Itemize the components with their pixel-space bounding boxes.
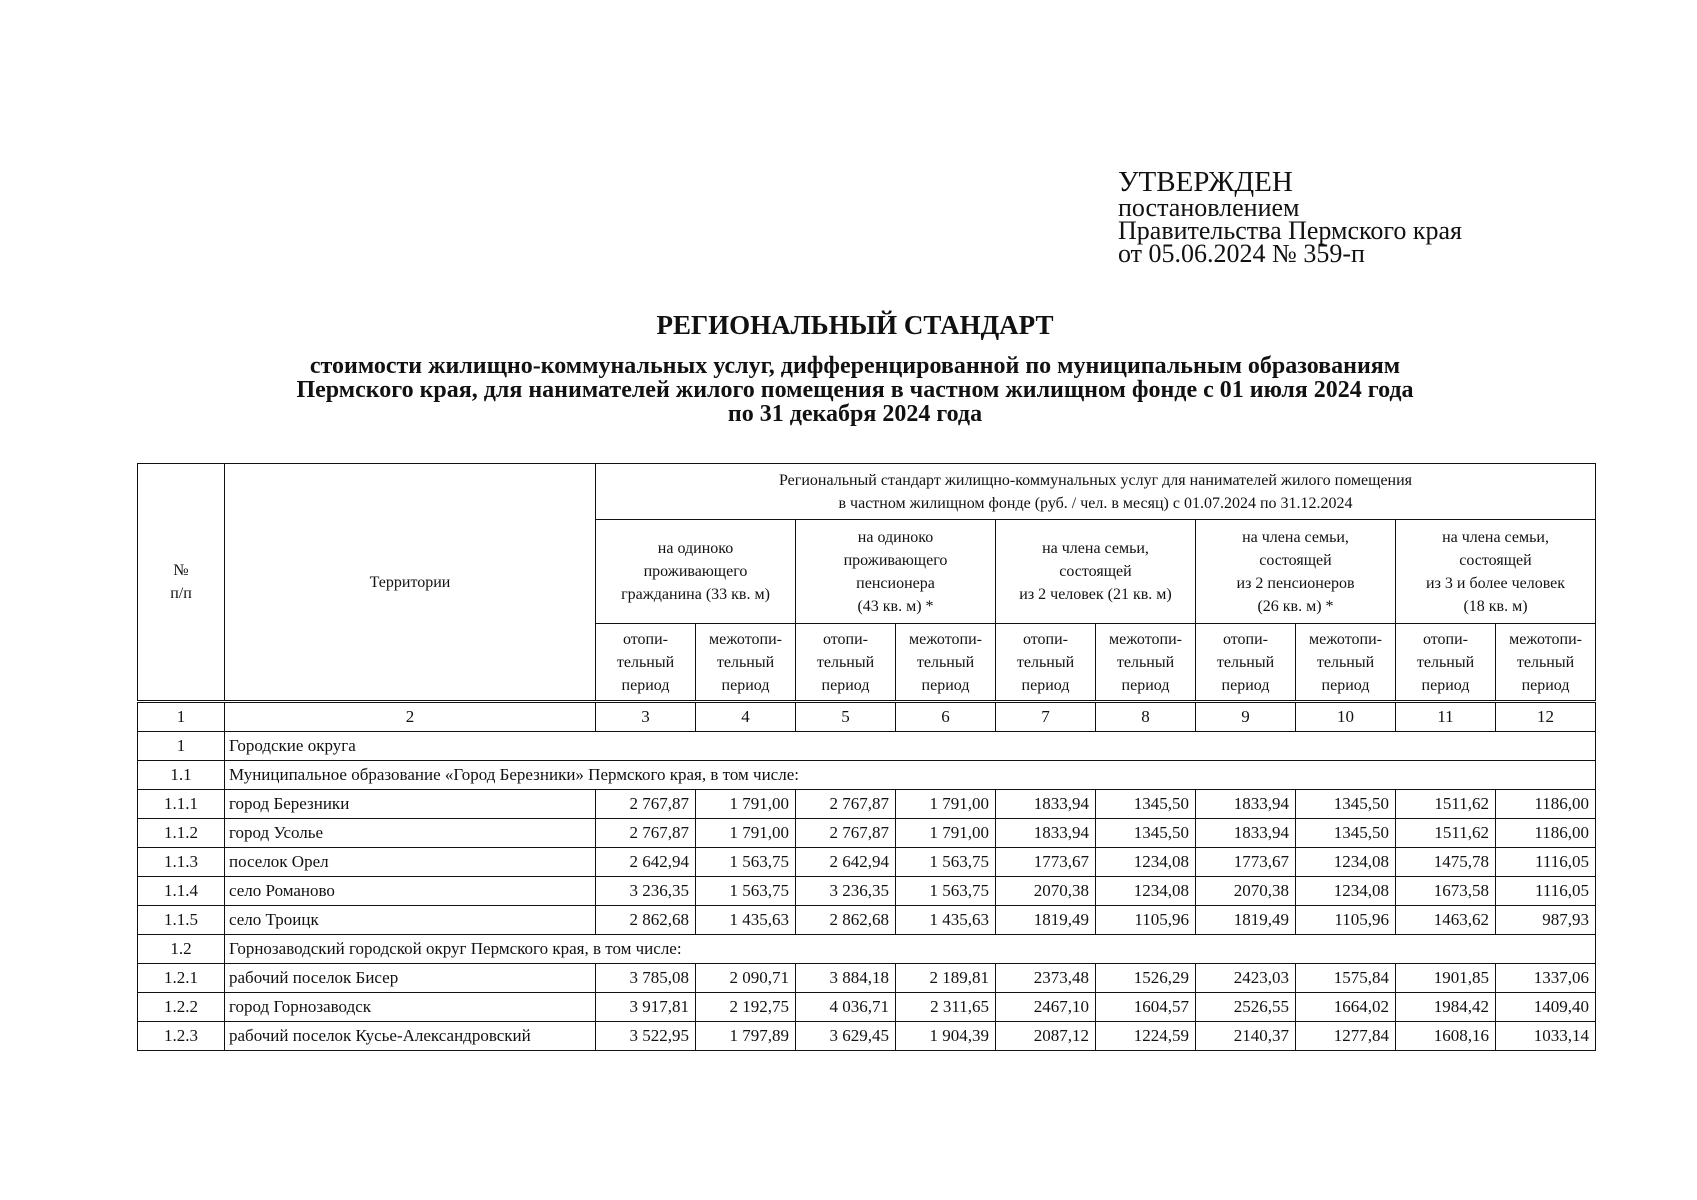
header-group-line: проживающего xyxy=(843,551,948,569)
row-value: 1224,59 xyxy=(1096,1022,1196,1051)
header-period-line: тельный xyxy=(1316,653,1375,671)
row-value: 1 904,39 xyxy=(896,1022,996,1051)
row-value: 1 791,00 xyxy=(896,819,996,848)
row-number: 1.1.1 xyxy=(138,790,225,819)
header-group-line: пенсионера xyxy=(856,574,935,592)
header-group-line: состоящей xyxy=(1059,563,1132,580)
table-row xyxy=(138,877,1596,906)
row-value: 3 236,35 xyxy=(596,877,696,906)
row-value: 1105,96 xyxy=(1296,906,1396,935)
row-value: 1 791,00 xyxy=(696,819,796,848)
row-value: 1511,62 xyxy=(1396,819,1496,848)
header-num xyxy=(138,464,225,702)
row-value: 1234,08 xyxy=(1096,877,1196,906)
header-period-heat xyxy=(796,624,896,702)
column-number: 6 xyxy=(896,702,996,732)
header-period-line: межотопи- xyxy=(1509,630,1582,648)
approval-stamp xyxy=(1118,166,1462,268)
row-value: 1984,42 xyxy=(1396,993,1496,1022)
row-value: 2 767,87 xyxy=(796,819,896,848)
row-number: 1.1.5 xyxy=(138,906,225,935)
row-value: 1234,08 xyxy=(1096,848,1196,877)
row-value: 1673,58 xyxy=(1396,877,1496,906)
header-period-nonheat xyxy=(1096,624,1196,702)
header-group-line: из 2 человек (21 кв. м) xyxy=(1019,586,1172,603)
row-number: 1.2.3 xyxy=(138,1022,225,1051)
row-value: 1526,29 xyxy=(1096,964,1196,993)
header-period-line: отопи- xyxy=(622,630,669,648)
row-value: 1116,05 xyxy=(1496,877,1596,906)
header-span-l2: в частном жилищном фонде (руб. / чел. в месяц) с 01.07.2024 по 31.12.2024 xyxy=(838,494,1353,512)
header-group-line: проживающего xyxy=(643,563,748,580)
row-value: 1 797,89 xyxy=(696,1022,796,1051)
header-period-heat xyxy=(1196,624,1296,702)
row-value: 987,93 xyxy=(1496,906,1596,935)
header-num-l2: п/п xyxy=(170,585,192,602)
row-value: 1 435,63 xyxy=(896,906,996,935)
standard-table xyxy=(137,463,1596,1051)
header-group-line: на члена семьи, xyxy=(1042,540,1149,557)
header-period-line: отопи- xyxy=(1022,630,1069,648)
row-value: 2 642,94 xyxy=(596,848,696,877)
header-group-5 xyxy=(1396,520,1596,624)
row-value: 1116,05 xyxy=(1496,848,1596,877)
row-value: 2 192,75 xyxy=(696,993,796,1022)
table-row xyxy=(138,819,1596,848)
row-value: 2423,03 xyxy=(1196,964,1296,993)
header-period-nonheat xyxy=(896,624,996,702)
row-value: 1819,49 xyxy=(1196,906,1296,935)
header-group-line: на одиноко xyxy=(657,540,734,557)
header-period-line: период xyxy=(621,676,670,694)
header-period-line: период xyxy=(1121,676,1170,694)
title-sub-3: по 31 декабря 2024 года xyxy=(727,401,983,427)
row-territory: село Троицк xyxy=(225,906,596,935)
table-row xyxy=(138,906,1596,935)
row-value: 2070,38 xyxy=(996,877,1096,906)
row-value: 2467,10 xyxy=(996,993,1096,1022)
column-number: 11 xyxy=(1396,702,1496,732)
row-value: 3 522,95 xyxy=(596,1022,696,1051)
section-label: Муниципальное образование «Город Березники» Пермского края, в том числе: xyxy=(225,761,1596,790)
approval-line-1: УТВЕРЖДЕН xyxy=(1118,166,1293,198)
row-value: 3 917,81 xyxy=(596,993,696,1022)
header-group-1 xyxy=(596,520,796,624)
row-value: 2 767,87 xyxy=(596,819,696,848)
header-period-line: тельный xyxy=(1116,653,1175,671)
row-value: 1664,02 xyxy=(1296,993,1396,1022)
title-sub-2: Пермского края, для нанимателей жилого помещения в частном жилищном фонде с 01 июля 2024 года xyxy=(296,377,1414,403)
row-value: 1337,06 xyxy=(1496,964,1596,993)
row-value: 1345,50 xyxy=(1096,819,1196,848)
row-value: 2070,38 xyxy=(1196,877,1296,906)
row-value: 1 563,75 xyxy=(696,877,796,906)
row-value: 1186,00 xyxy=(1496,819,1596,848)
header-period-heat xyxy=(596,624,696,702)
row-value: 1575,84 xyxy=(1296,964,1396,993)
row-value: 3 785,08 xyxy=(596,964,696,993)
row-number: 1.2.2 xyxy=(138,993,225,1022)
header-period-line: тельный xyxy=(616,653,675,671)
header-period-line: период xyxy=(921,676,970,694)
column-number: 7 xyxy=(996,702,1096,732)
header-group-line: из 3 и более человек xyxy=(1426,574,1566,592)
header-period-line: период xyxy=(821,676,870,694)
header-group-line: гражданина (33 кв. м) xyxy=(621,586,770,603)
header-period-line: межотопи- xyxy=(1109,630,1182,648)
section-row xyxy=(138,761,1596,790)
header-group-line: (43 кв. м) * xyxy=(857,597,934,615)
row-value: 2 767,87 xyxy=(796,790,896,819)
row-value: 1345,50 xyxy=(1296,790,1396,819)
title-sub-1: стоимости жилищно-коммунальных услуг, дифференцированной по муниципальным образованиям xyxy=(309,353,1401,379)
row-value: 1345,50 xyxy=(1096,790,1196,819)
row-value: 1773,67 xyxy=(1196,848,1296,877)
row-value: 1819,49 xyxy=(996,906,1096,935)
section-row xyxy=(138,935,1596,964)
header-period-line: тельный xyxy=(1216,653,1275,671)
header-period-line: межотопи- xyxy=(709,630,782,648)
document-title xyxy=(130,308,1580,426)
header-group-line: состоящей xyxy=(1459,551,1532,569)
section-label: Городские округа xyxy=(225,732,1596,761)
row-territory: город Усолье xyxy=(225,819,596,848)
approval-line-2: постановлением xyxy=(1118,193,1300,222)
row-number: 1.1.3 xyxy=(138,848,225,877)
header-period-line: тельный xyxy=(1016,653,1075,671)
header-period-line: период xyxy=(1221,676,1270,694)
header-period-nonheat xyxy=(696,624,796,702)
row-value: 1 791,00 xyxy=(896,790,996,819)
row-value: 1604,57 xyxy=(1096,993,1196,1022)
row-value: 2 642,94 xyxy=(796,848,896,877)
row-value: 2087,12 xyxy=(996,1022,1096,1051)
header-group-2 xyxy=(796,520,996,624)
header-group-line: на члена семьи, xyxy=(1242,528,1349,546)
header-period-line: отопи- xyxy=(1222,630,1269,648)
column-number: 5 xyxy=(796,702,896,732)
row-territory: рабочий поселок Бисер xyxy=(225,964,596,993)
section-number: 1.2 xyxy=(138,935,225,964)
row-value: 2140,37 xyxy=(1196,1022,1296,1051)
row-value: 1277,84 xyxy=(1296,1022,1396,1051)
row-territory: село Романово xyxy=(225,877,596,906)
row-value: 2373,48 xyxy=(996,964,1096,993)
header-period-heat xyxy=(996,624,1096,702)
column-number: 9 xyxy=(1196,702,1296,732)
header-period-line: тельный xyxy=(716,653,775,671)
row-value: 1409,40 xyxy=(1496,993,1596,1022)
row-value: 1833,94 xyxy=(996,819,1096,848)
header-num-l1: № xyxy=(173,562,189,579)
row-value: 1 563,75 xyxy=(696,848,796,877)
row-number: 1.2.1 xyxy=(138,964,225,993)
row-value: 2 090,71 xyxy=(696,964,796,993)
row-value: 1234,08 xyxy=(1296,848,1396,877)
header-period-line: период xyxy=(1521,676,1570,694)
header-period-line: отопи- xyxy=(822,630,869,648)
header-group-3 xyxy=(996,520,1196,624)
row-value: 2 767,87 xyxy=(596,790,696,819)
row-value: 2 862,68 xyxy=(596,906,696,935)
row-value: 1 563,75 xyxy=(896,848,996,877)
table-row xyxy=(138,993,1596,1022)
header-group-line: (18 кв. м) xyxy=(1463,597,1528,615)
row-number: 1.1.4 xyxy=(138,877,225,906)
row-value: 1463,62 xyxy=(1396,906,1496,935)
row-value: 1234,08 xyxy=(1296,877,1396,906)
header-period-nonheat xyxy=(1496,624,1596,702)
table-row xyxy=(138,964,1596,993)
column-number: 8 xyxy=(1096,702,1196,732)
header-period-line: тельный xyxy=(1516,653,1575,671)
header-period-line: тельный xyxy=(816,653,875,671)
column-number: 1 xyxy=(138,702,225,732)
row-territory: поселок Орел xyxy=(225,848,596,877)
row-value: 1608,16 xyxy=(1396,1022,1496,1051)
column-number: 12 xyxy=(1496,702,1596,732)
row-value: 4 036,71 xyxy=(796,993,896,1022)
row-value: 1 435,63 xyxy=(696,906,796,935)
row-value: 1773,67 xyxy=(996,848,1096,877)
row-value: 1186,00 xyxy=(1496,790,1596,819)
title-main: РЕГИОНАЛЬНЫЙ СТАНДАРТ xyxy=(656,310,1054,340)
row-value: 1901,85 xyxy=(1396,964,1496,993)
section-number: 1 xyxy=(138,732,225,761)
row-value: 2526,55 xyxy=(1196,993,1296,1022)
row-value: 1345,50 xyxy=(1296,819,1396,848)
column-number: 4 xyxy=(696,702,796,732)
header-group-line: из 2 пенсионеров xyxy=(1236,574,1355,592)
row-value: 3 629,45 xyxy=(796,1022,896,1051)
header-group-4 xyxy=(1196,520,1396,624)
header-period-line: тельный xyxy=(1416,653,1475,671)
row-value: 1475,78 xyxy=(1396,848,1496,877)
row-value: 1 563,75 xyxy=(896,877,996,906)
header-territory: Территории xyxy=(225,464,596,702)
header-period-line: тельный xyxy=(916,653,975,671)
header-period-line: отопи- xyxy=(1422,630,1469,648)
approval-line-3: Правительства Пермского края xyxy=(1118,216,1462,245)
header-period-line: межотопи- xyxy=(909,630,982,648)
header-group-line: состоящей xyxy=(1259,551,1332,569)
row-value: 3 236,35 xyxy=(796,877,896,906)
header-period-line: период xyxy=(1021,676,1070,694)
header-group-line: на одиноко xyxy=(857,528,934,546)
section-number: 1.1 xyxy=(138,761,225,790)
section-row xyxy=(138,732,1596,761)
section-label: Горнозаводский городской округ Пермского края, в том числе: xyxy=(225,935,1596,964)
row-value: 2 311,65 xyxy=(896,993,996,1022)
header-group-line: на члена семьи, xyxy=(1442,528,1549,546)
row-territory: город Горнозаводск xyxy=(225,993,596,1022)
header-span xyxy=(596,464,1596,520)
row-value: 1 791,00 xyxy=(696,790,796,819)
row-number: 1.1.2 xyxy=(138,819,225,848)
row-value: 1833,94 xyxy=(1196,819,1296,848)
row-value: 1833,94 xyxy=(1196,790,1296,819)
row-territory: город Березники xyxy=(225,790,596,819)
row-territory: рабочий поселок Кусье-Александровский xyxy=(225,1022,596,1051)
row-value: 3 884,18 xyxy=(796,964,896,993)
row-value: 1033,14 xyxy=(1496,1022,1596,1051)
column-number: 2 xyxy=(225,702,596,732)
row-value: 1833,94 xyxy=(996,790,1096,819)
row-value: 1511,62 xyxy=(1396,790,1496,819)
table-row xyxy=(138,848,1596,877)
approval-line-4: от 05.06.2024 № 359-п xyxy=(1118,239,1365,268)
header-span-l1: Региональный стандарт жилищно-коммунальных услуг для нанимателей жилого помещения xyxy=(778,471,1413,489)
row-value: 2 862,68 xyxy=(796,906,896,935)
header-period-heat xyxy=(1396,624,1496,702)
table-row xyxy=(138,1022,1596,1051)
header-period-line: период xyxy=(1421,676,1470,694)
header-period-line: межотопи- xyxy=(1309,630,1382,648)
header-period-line: период xyxy=(1321,676,1370,694)
column-number: 3 xyxy=(596,702,696,732)
header-period-line: период xyxy=(721,676,770,694)
table-row xyxy=(138,790,1596,819)
header-group-line: (26 кв. м) * xyxy=(1257,597,1334,615)
header-period-nonheat xyxy=(1296,624,1396,702)
column-number: 10 xyxy=(1296,702,1396,732)
row-value: 1105,96 xyxy=(1096,906,1196,935)
row-value: 2 189,81 xyxy=(896,964,996,993)
